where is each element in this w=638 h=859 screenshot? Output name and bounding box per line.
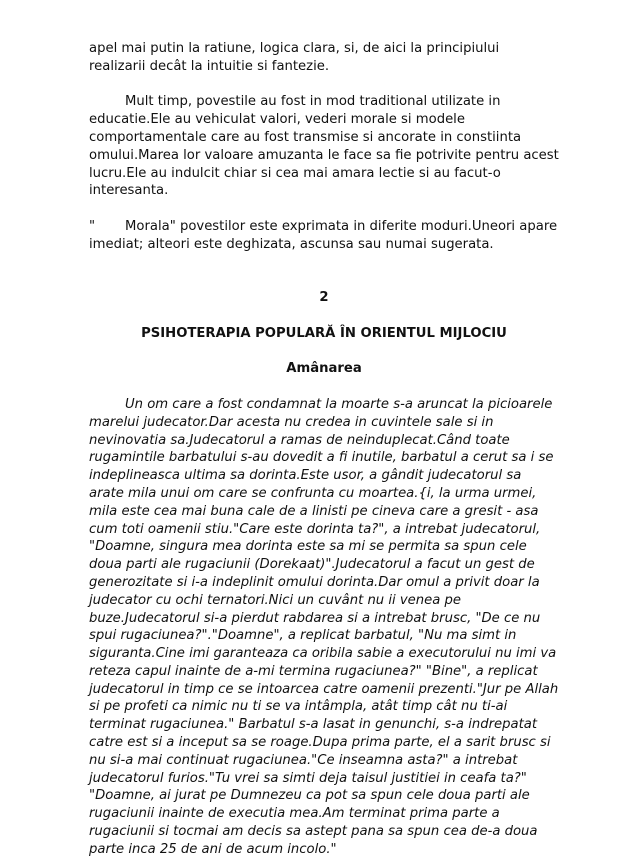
intro-paragraph-3 [89, 218, 559, 254]
story-paragraph [89, 396, 559, 859]
paragraph-gap [89, 343, 559, 361]
paragraph-gap [89, 254, 559, 272]
intro-paragraph-2-text: Mult timp, povestile au fost in mod traditional utilizate in educatie.Ele au vehiculat valori, vederi morale si modele comportamentale care au fost transmise si ancorate in constiinta omului.Marea lor valoare amuzanta le face sa fie potrivite pentru acest lucru.Ele au indulcit chiar si cea mai amara lectie si au facut-o interesanta. [89, 94, 559, 199]
intro-paragraph-1: apel mai putin la ratiune, logica clara, si, de aici la principiului realizarii decât la intuitie si fantezie. [89, 41, 500, 74]
intro-paragraph-2 [89, 93, 559, 200]
section-title: Amânarea [286, 361, 362, 377]
paragraph-gap [89, 378, 559, 396]
chapter-title: PSIHOTERAPIA POPULARĂ ÎN ORIENTUL MIJLOCIU [141, 325, 507, 341]
document-page [89, 40, 559, 859]
intro-paragraph-3-text: Morala" povestilor este exprimata in diferite moduri.Uneori apare imediat; alteori este deghizata, ascunsa sau numai sugerata. [89, 218, 558, 252]
paragraph-gap [89, 200, 559, 218]
paragraph-gap [89, 271, 559, 289]
story-text: Un om care a fost condamnat la moarte s-a aruncat la picioarele marelui judecator.Dar acesta nu credea in cuvintele sale si in nevinovatia sa.Judecatorul a ramas de neinduplecat.Când toate rugamintile barbatului s-au dovedit a fi inutile, barbatul a cerut sa i se indeplineasca ultima sa dorinta.Este usor, a gândit judecatorul sa arate mila unui om care se confrunta cu moartea.{i, la urma urmei, mila este cea mai buna cale de a linisti pe cineva care a gresit - asa cum toti oamenii stiu."Care este dorinta ta?", a intrebat judecatorul, "Doamne, singura mea dorinta este sa mi se permita sa spun cele doua parti ale rugaciunii (Dorekaat)".Judecatorul a facut un gest de generozitate si i-a indeplinit omului dorinta.Dar omul a privit doar la judecator cu ochi ternatori.Nici un cuvânt nu ii venea pe buze.Judecatorul si-a pierdut rabdarea si a intrebat brusc, "De ce nu spui rugaciunea?"."Doamne", a replicat barbatul, "Nu ma simt in siguranta.Cine imi garanteaza ca oribila sabie a executorului nu imi va reteza capul inainte de a-mi termina rugaciunea?" "Bine", a replicat judecatorul in timp ce se intoarcea catre oamenii prezenti."Jur pe Allah si pe profeti ca nimic nu ti se va intâmpla, atât timp cât nu ti-ai terminat rugaciunea." Barbatul s-a lasat in genunchi, s-a indrepatat catre est si a inceput sa se roage.Dupa prima parte, el a sarit brusc si nu si-a mai continuat rugaciunea."Ce inseamna asta?" a intrebat judecatorul furios."Tu vrei sa simti deja taisul justitiei in ceafa ta?" "Doamne, ai jurat pe Dumnezeu ca pot sa spun cele doua parti ale rugaciunii inainte de executia mea.Am terminat prima parte a rugaciunii si tocmai am decis sa astept pana sa spun cea de-a doua parte inca 25 de ani de acum incolo." [89, 396, 559, 857]
paragraph-gap [89, 307, 559, 325]
paragraph-gap [89, 76, 559, 94]
opening-quote-mark: " [89, 218, 96, 234]
chapter-number: 2 [319, 290, 329, 306]
